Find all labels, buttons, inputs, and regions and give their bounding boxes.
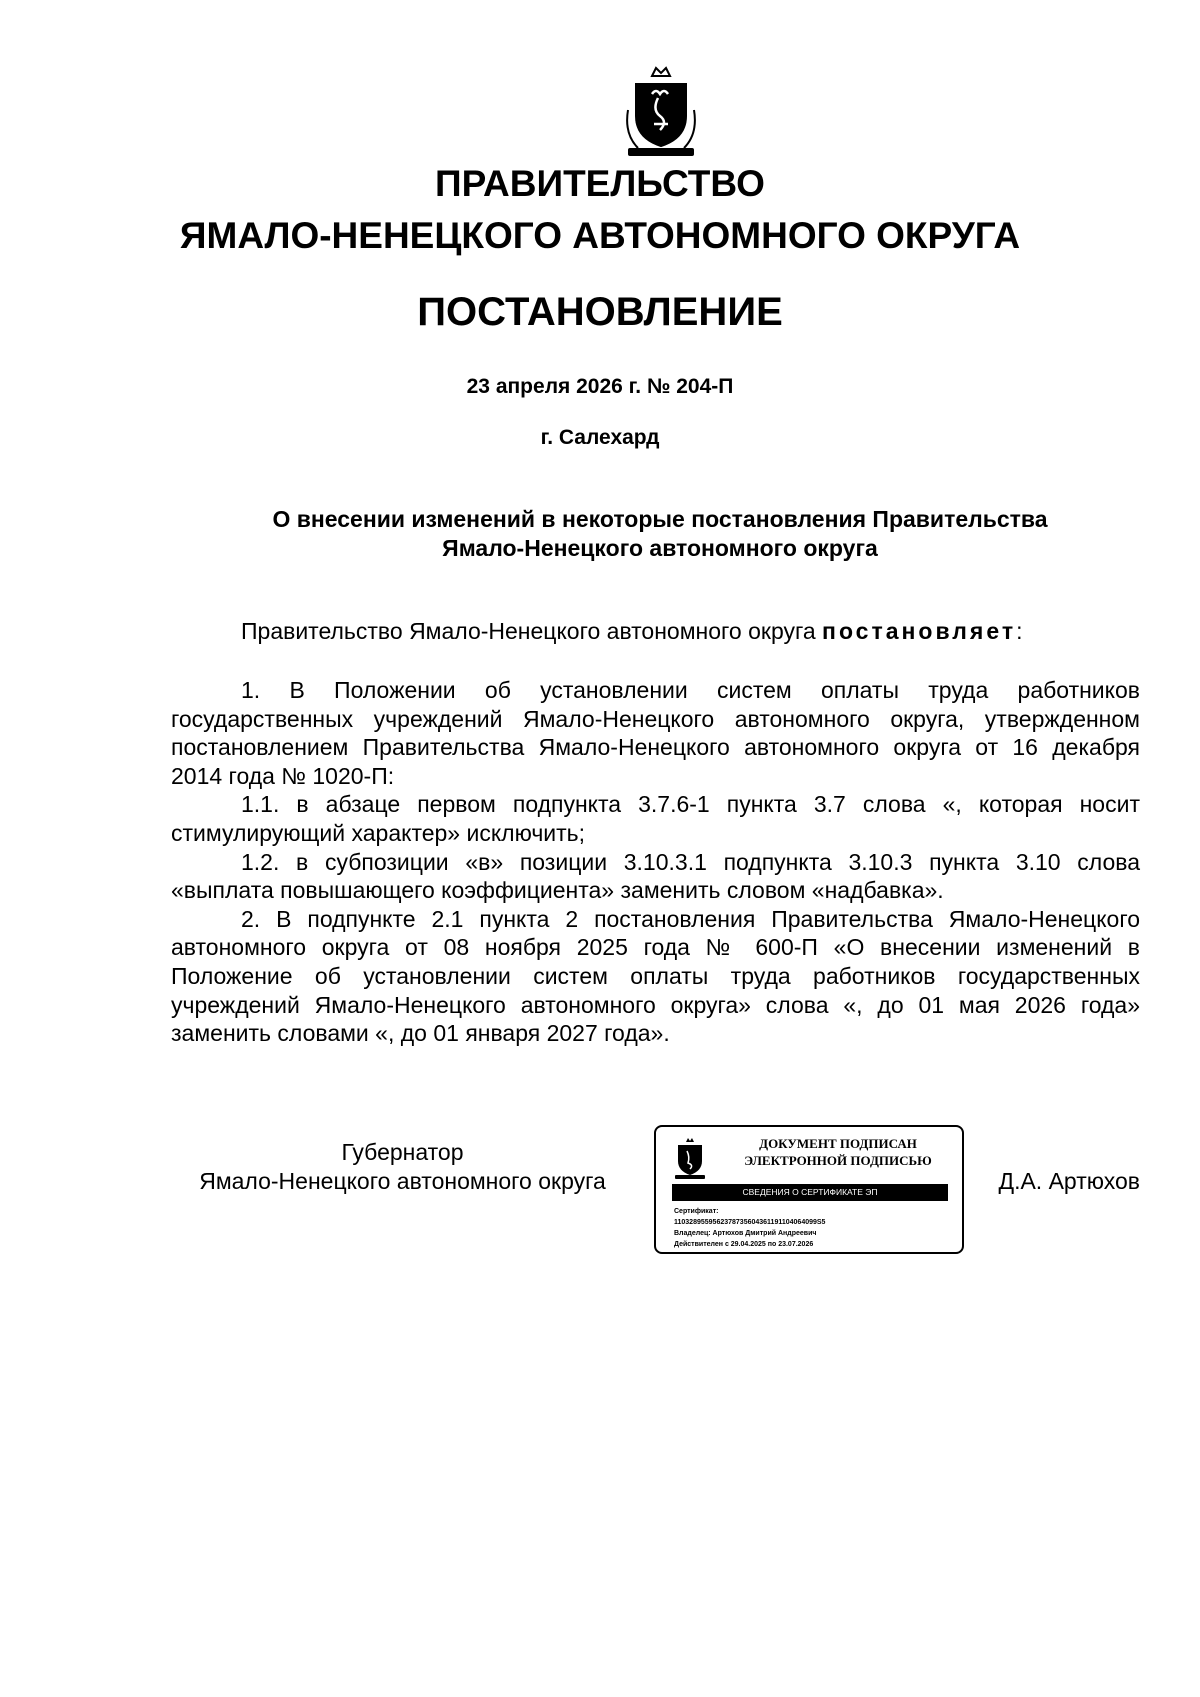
signatory-title-line-1: Губернатор [341,1139,464,1165]
stamp-title-line-2: ЭЛЕКТРОННОЙ ПОДПИСЬЮ [744,1153,932,1168]
yamal-coat-of-arms-icon [672,1137,708,1181]
stamp-title [720,1135,956,1169]
electronic-signature-stamp [654,1125,964,1254]
certificate-details [674,1206,959,1250]
certificate-validity: Действителен с 29.04.2025 по 23.07.2026 [674,1241,814,1248]
document-city: г. Салехард [540,426,660,449]
stamp-title-line-1: ДОКУМЕНТ ПОДПИСАН [759,1136,917,1151]
preamble-tail: : [1016,618,1023,644]
body-paragraph-1: 1. В Положении об установлении систем оплаты труда работников государственных учреждений Ямало-Ненецкого автономного округа, утвержденном постановлением Правительства Ямало-Ненецкого автономного округа от 16 декабря 2014 года № 1020-П: [171,677,1140,789]
body-paragraph-2: 2. В подпункте 2.1 пункта 2 постановления Правительства Ямало-Ненецкого автономного округа от 08 ноября 2025 года № 600-П «О внесении изменений в Положение об установлении систем оплаты труда работников государственных учреждений Ямало-Ненецкого автономного округа» слова «, до 01 мая 2026 года» заменить словами «, до 01 января 2027 года». [171,905,1140,1047]
preamble [241,617,1141,645]
certificate-number: 1103289559562378735604361191104064099S5 [674,1219,826,1226]
preamble-emphasis: постановляет [822,618,1017,644]
subject-line-1: О внесении изменений в некоторые постановления Правительства [272,506,1048,532]
document-subject [160,505,1160,563]
org-line-2: ЯМАЛО-НЕНЕЦКОГО АВТОНОМНОГО ОКРУГА [179,215,1021,256]
signatory-title-line-2: Ямало-Ненецкого автономного округа [199,1168,606,1194]
subject-line-2: Ямало-Ненецкого автономного округа [442,535,878,561]
signatory-title [170,1138,635,1196]
preamble-text: Правительство Ямало-Ненецкого автономного округа [241,618,823,644]
document-type: ПОСТАНОВЛЕНИЕ [417,290,783,334]
document-date-number: 23 апреля 2026 г. № 204-П [466,375,734,398]
yamal-coat-of-arms-icon [622,64,700,160]
org-line-1: ПРАВИТЕЛЬСТВО [435,163,765,204]
certificate-label: Сертификат: [674,1208,719,1215]
body-paragraph-1-2: 1.2. в субпозиции «в» позиции 3.10.3.1 подпункта 3.10.3 пункта 3.10 слова «выплата повышающего коэффициента» заменить словом «надбавка». [171,848,1140,904]
signatory-name: Д.А. Артюхов [998,1168,1140,1194]
certificate-info-bar: СВЕДЕНИЯ О СЕРТИФИКАТЕ ЭП [672,1184,948,1201]
certificate-owner: Владелец: Артюхов Дмитрий Андреевич [674,1230,817,1237]
document-body [171,676,1140,1048]
government-name [0,158,1200,262]
body-paragraph-1-1: 1.1. в абзаце первом подпункта 3.7.6-1 пункта 3.7 слова «, которая носит стимулирующий характер» исключить; [171,791,1140,846]
